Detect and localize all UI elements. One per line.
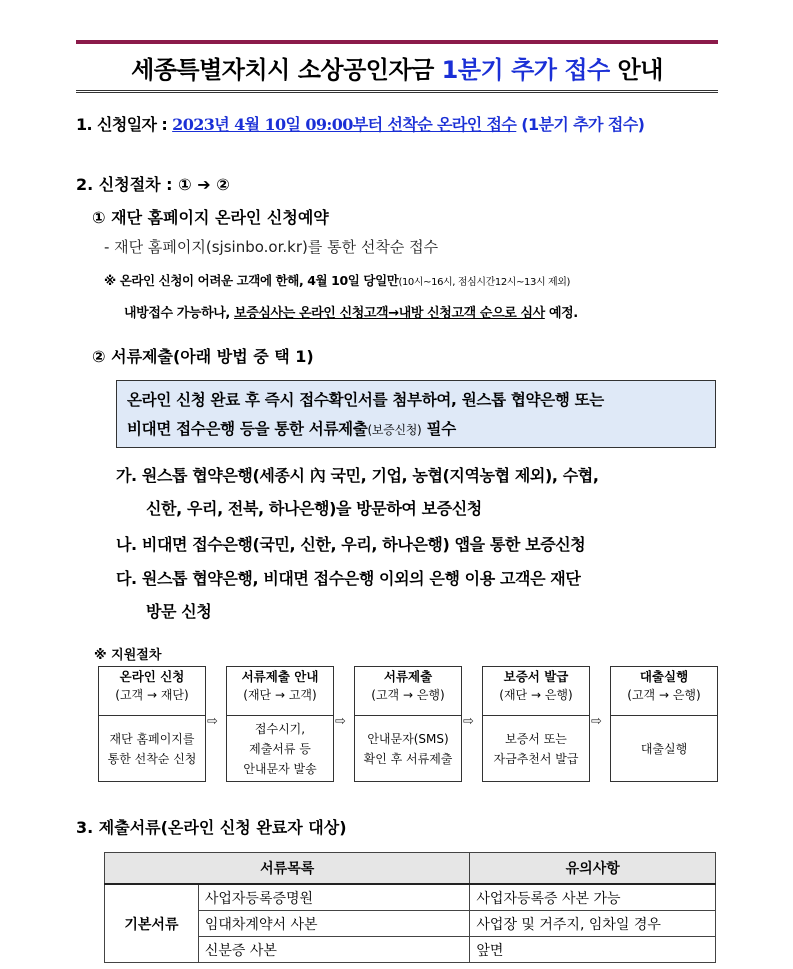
support-procedure-label: ※ 지원절차 [94,648,162,663]
flow-step-guarantee-issue [482,666,590,782]
flow-step-sub: (고객 → 은행) [627,688,701,702]
section-3-documents-heading: 3. 제출서류(온라인 신청 완료자 대상) [76,818,347,837]
box-line-2: 비대면 접수은행 등을 통한 서류제출(보증신청) 필수 [127,420,456,438]
flow-step-sub: (고객 → 재단) [115,688,189,702]
flow-step-online-apply [98,666,206,782]
step-1-note-line-1: ※ 온라인 신청이 어려운 고객에 한해, 4월 10일 당일만(10시~16시, 점심시간12시~13시 제외) [104,273,571,288]
step-1-title: ① 재단 홈페이지 온라인 신청예약 [92,208,329,227]
required-submission-box [116,380,716,448]
flow-step-sub: (재단 → 고객) [243,688,317,702]
option-ga-line-1: 가. 원스톱 협약은행(세종시 內 국민, 기업, 농협(지역농협 제외), 수협, [116,466,599,485]
table-header-notes: 유의사항 [470,853,716,885]
flow-arrow-icon: ⇨ [591,714,602,729]
table-cell-doc: 사업자등록증명원 [198,884,470,911]
option-na: 나. 비대면 접수은행(국민, 신한, 우리, 하나은행) 앱을 통한 보증신청 [116,535,586,554]
flow-step-body: 제출서류 등 [249,742,311,756]
flow-arrow-icon: ⇨ [463,714,474,729]
flow-arrow-icon: ⇨ [335,714,346,729]
table-header-documents: 서류목록 [105,853,470,885]
documents-table [104,852,716,963]
step-2-title: ② 서류제출(아래 방법 중 택 1) [92,347,314,366]
table-cell-note: 사업장 및 거주지, 임차일 경우 [470,911,716,937]
flow-step-body: 안내문자 발송 [243,762,317,776]
flow-step-body: 자금추천서 발급 [493,752,579,766]
flow-step-body: 안내문자(SMS) [367,732,449,746]
step-1-bullet: - 재단 홈페이지(sjsinbo.or.kr)를 통한 선착순 접수 [104,238,439,256]
flow-step-body: 대출실행 [640,742,688,756]
flow-step-body: 보증서 또는 [505,732,567,746]
box-line-1: 온라인 신청 완료 후 즉시 접수확인서를 첨부하여, 원스톱 협약은행 또는 [127,391,604,409]
section-1-application-date: 1. 신청일자 : 2023년 4월 10일 09:00부터 선착순 온라인 접수 (1분기 추가 접수) [76,115,645,134]
flow-step-body: 통한 선착순 신청 [107,752,197,766]
flow-step-title: 온라인 신청 [119,669,185,684]
option-ga-line-2: 신한, 우리, 전북, 하나은행)을 방문하여 보증신청 [146,499,482,518]
flow-step-document-notice [226,666,334,782]
flow-step-sub: (재단 → 은행) [499,688,573,702]
table-cell-note: 앞면 [470,937,716,963]
flow-step-title: 보증서 발급 [503,669,569,684]
flow-step-loan-execution [610,666,718,782]
title-rule [76,90,718,91]
flow-step-document-submit [354,666,462,782]
flow-step-body: 확인 후 서류제출 [363,752,453,766]
flow-step-body: 재단 홈페이지를 [109,732,195,746]
flow-arrow-icon: ⇨ [207,714,218,729]
table-cell-doc: 신분증 사본 [198,937,470,963]
table-cell-doc: 임대차계약서 사본 [198,911,470,937]
section-2-procedure-heading: 2. 신청절차 : ① ➔ ② [76,175,230,194]
table-header-row [105,853,716,885]
option-da-line-1: 다. 원스톱 협약은행, 비대면 접수은행 이외의 은행 이용 고객은 재단 [116,569,581,588]
flow-step-sub: (고객 → 은행) [371,688,445,702]
flow-step-title: 대출실행 [639,669,689,684]
table-row [105,884,716,911]
flow-step-title: 서류제출 안내 [241,669,319,684]
option-da-line-2: 방문 신청 [146,602,212,621]
flow-step-title: 서류제출 [383,669,433,684]
title-top-bar [76,40,718,44]
table-cell-note: 사업자등록증 사본 가능 [470,884,716,911]
table-category: 기본서류 [105,884,199,963]
flow-step-body: 접수시기, [254,722,306,736]
title-rule-2 [76,92,718,93]
page-title: 세종특별자치시 소상공인자금 1분기 추가 접수 안내 [131,56,663,84]
step-1-note-line-2: 내방접수 가능하나, 보증심사는 온라인 신청고객→내방 신청고객 순으로 심사 예정. [124,306,578,321]
